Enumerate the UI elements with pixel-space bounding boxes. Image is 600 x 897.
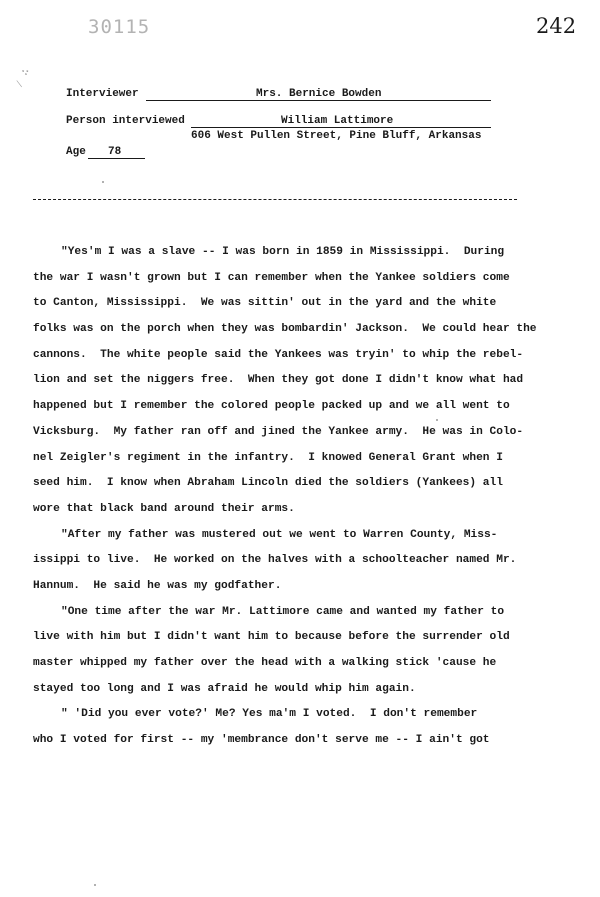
paper-speck <box>94 884 96 886</box>
text-line: Vicksburg. My father ran off and jined the Yankee army. He was in Colo- <box>33 425 524 438</box>
text-line: "One time after the war Mr. Lattimore came and wanted my father to <box>61 605 505 618</box>
text-line: who I voted for first -- my 'membrance don't serve me -- I ain't got <box>33 734 490 747</box>
paper-speck <box>102 181 104 183</box>
interviewer-value: Mrs. Bernice Bowden <box>256 88 382 100</box>
interviewer-label: Interviewer <box>66 88 139 100</box>
text-line: wore that black band around their arms. <box>33 502 295 515</box>
interview-transcript <box>33 240 553 754</box>
archive-stamp: 30115 <box>88 16 151 38</box>
text-line: " 'Did you ever vote?' Me? Yes ma'm I voted. I don't remember <box>61 708 478 721</box>
age-label: Age <box>66 146 86 158</box>
margin-mark: ⁄ ∴ <box>13 66 34 90</box>
text-line: "Yes'm I was a slave -- I was born in 1859 in Mississippi. During <box>61 246 505 258</box>
text-line: cannons. The white people said the Yankees was tryin' to whip the rebel- <box>33 348 524 361</box>
person-interviewed-value: William Lattimore <box>281 115 394 127</box>
text-line: to Canton, Mississippi. We was sittin' out in the yard and the white <box>33 297 497 310</box>
person-interviewed-underline <box>191 127 491 128</box>
text-line: folks was on the porch when they was bombardin' Jackson. We could hear the <box>33 323 537 336</box>
text-line: master whipped my father over the head with a walking stick 'cause he <box>33 657 497 669</box>
text-line: happened but I remember the colored people packed up and we all went to <box>33 400 510 413</box>
section-divider <box>33 199 517 200</box>
text-line: issippi to live. He worked on the halves with a schoolteacher named Mr. <box>33 554 517 567</box>
text-line: nel Zeigler's regiment in the infantry. I knowed General Grant when I <box>33 451 503 464</box>
age-underline <box>88 158 145 159</box>
text-line: live with him but I didn't want him to because before the surrender old <box>33 631 510 644</box>
address-line: 606 West Pullen Street, Pine Bluff, Arkansas <box>191 130 482 142</box>
age-value: 78 <box>108 146 122 158</box>
text-line: Hannum. He said he was my godfather. <box>33 579 282 592</box>
interviewer-underline <box>146 100 491 101</box>
page-number: 242 <box>536 14 577 38</box>
text-line: seed him. I know when Abraham Lincoln died the soldiers (Yankees) all <box>33 477 503 490</box>
person-interviewed-label: Person interviewed <box>66 115 185 127</box>
text-line: the war I wasn't grown but I can remember when the Yankee soldiers come <box>33 271 510 284</box>
text-line: "After my father was mustered out we went to Warren County, Miss- <box>61 528 498 541</box>
text-line: stayed too long and I was afraid he would whip him again. <box>33 682 416 695</box>
paper-speck <box>436 419 438 421</box>
text-line: lion and set the niggers free. When they got done I didn't know what had <box>33 374 524 387</box>
